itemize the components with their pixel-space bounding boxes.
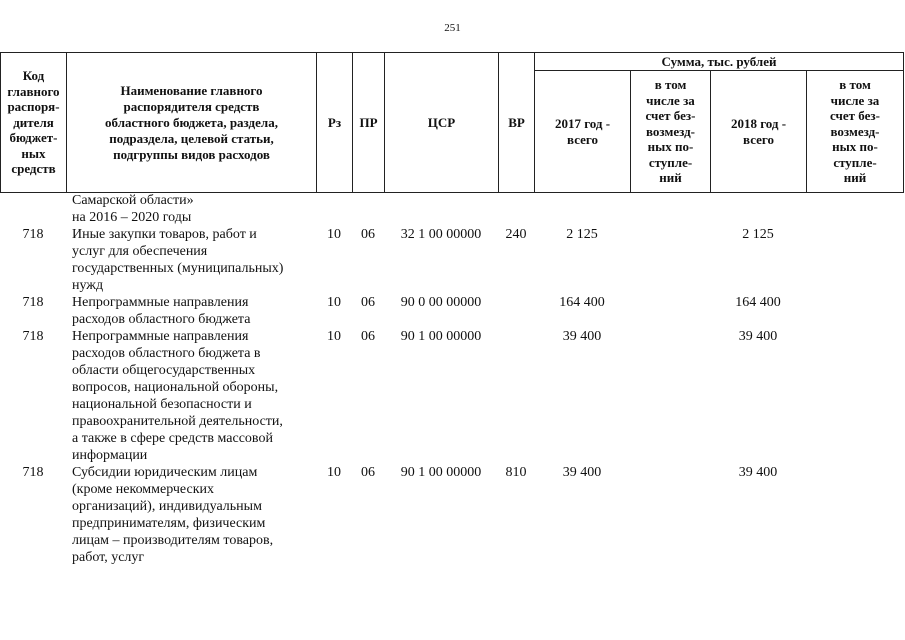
code-cell: 718 bbox=[22, 227, 44, 242]
rz-cell: 10 bbox=[327, 295, 341, 310]
csr-cell: 90 0 00 00000 bbox=[400, 295, 482, 310]
csr-cell: 90 1 00 00000 bbox=[400, 329, 482, 344]
table-row bbox=[0, 328, 905, 464]
table-body bbox=[0, 192, 905, 566]
sum-2018-cell: 164 400 bbox=[735, 295, 781, 310]
name-cell: Непрограммные направления расходов областного бюджета в области общегосударственных вопросов, национальной обороны, национальной безопасности и правоохранительной деятельности, а также в сфере средств массовой информации bbox=[72, 329, 283, 463]
header-table bbox=[0, 52, 904, 193]
sum-2018-cell: 39 400 bbox=[738, 465, 778, 480]
name-cell: Иные закупки товаров, работ и услуг для обеспечения государственных (муниципальных) нужд bbox=[72, 227, 284, 293]
vr-cell: 810 bbox=[505, 465, 527, 480]
name-cell: Непрограммные направления расходов областного бюджета bbox=[72, 295, 251, 327]
sum-2017-cell: 39 400 bbox=[562, 329, 602, 344]
header-name: Наименование главного распорядителя средств областного бюджета, раздела, подраздела, целевой статьи, подгруппы видов расходов bbox=[67, 53, 317, 193]
pr-cell: 06 bbox=[361, 227, 375, 242]
table-row bbox=[0, 294, 905, 328]
header-2017-free: в том числе за счет без- возмезд- ных по- ступле- ний bbox=[631, 71, 711, 193]
header-csr: ЦСР bbox=[385, 53, 499, 193]
header-vr: ВР bbox=[499, 53, 535, 193]
header-2017-total: 2017 год - всего bbox=[535, 71, 631, 193]
header-pr: ПР bbox=[353, 53, 385, 193]
header-sum-title: Сумма, тыс. рублей bbox=[535, 53, 904, 71]
rz-cell: 10 bbox=[327, 227, 341, 242]
table-header bbox=[0, 52, 904, 193]
sum-2017-cell: 39 400 bbox=[562, 465, 602, 480]
continuation-text: Самарской области» на 2016 – 2020 годы bbox=[72, 193, 194, 225]
csr-cell: 32 1 00 00000 bbox=[400, 227, 482, 242]
code-cell: 718 bbox=[22, 465, 44, 480]
vr-cell: 240 bbox=[505, 227, 527, 242]
csr-cell: 90 1 00 00000 bbox=[400, 465, 482, 480]
header-2018-total: 2018 год - всего bbox=[711, 71, 807, 193]
code-cell: 718 bbox=[22, 295, 44, 310]
rz-cell: 10 bbox=[327, 329, 341, 344]
rz-cell: 10 bbox=[327, 465, 341, 480]
header-code: Код главного распоря- дителя бюджет- ных средств bbox=[1, 53, 67, 193]
pr-cell: 06 bbox=[361, 329, 375, 344]
header-rz: Рз bbox=[317, 53, 353, 193]
table-row bbox=[0, 464, 905, 566]
code-cell: 718 bbox=[22, 329, 44, 344]
page-number: 251 bbox=[444, 22, 461, 34]
sum-2017-cell: 164 400 bbox=[559, 295, 605, 310]
sum-2017-cell: 2 125 bbox=[566, 227, 598, 242]
table-row bbox=[0, 226, 905, 294]
sum-2018-cell: 2 125 bbox=[742, 227, 774, 242]
header-2018-free: в том числе за счет без- возмезд- ных по- ступле- ний bbox=[807, 71, 904, 193]
sum-2018-cell: 39 400 bbox=[738, 329, 778, 344]
continuation-row bbox=[0, 192, 905, 226]
name-cell: Субсидии юридическим лицам (кроме некоммерческих организаций), индивидуальным предпринимателям, физическим лицам – производителям товаров, работ, услуг bbox=[72, 465, 274, 565]
pr-cell: 06 bbox=[361, 465, 375, 480]
pr-cell: 06 bbox=[361, 295, 375, 310]
